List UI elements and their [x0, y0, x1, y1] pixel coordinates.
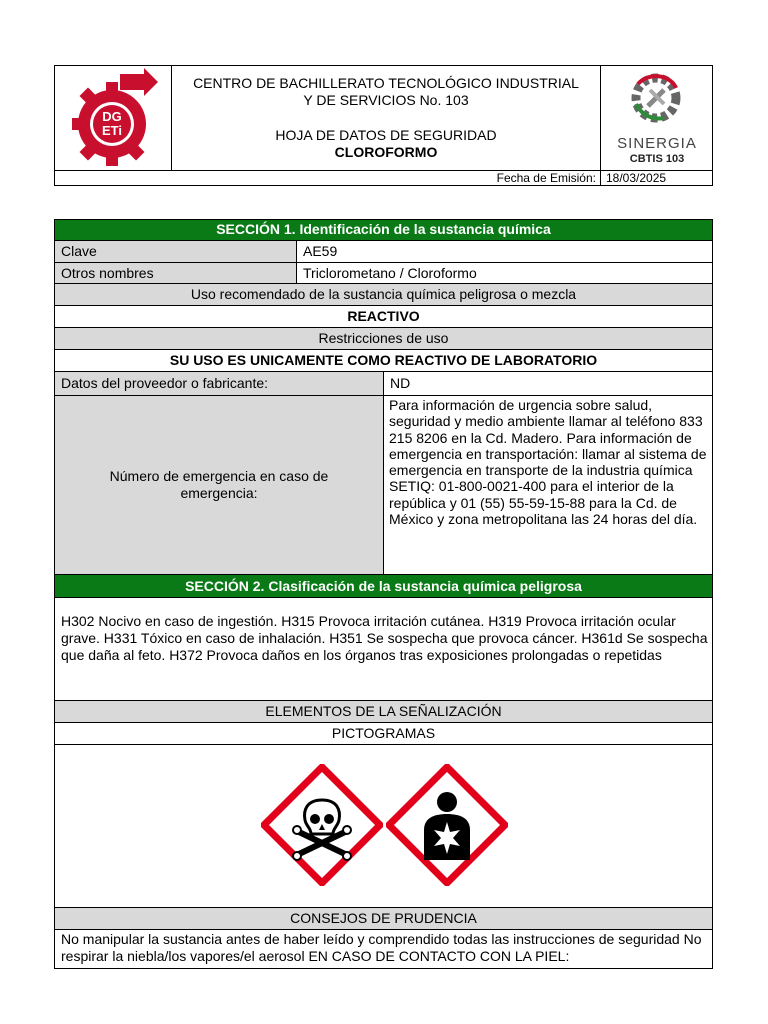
pictogram-health-hazard [386, 764, 508, 886]
other-names-value: Triclorometano / Cloroformo [303, 265, 477, 281]
health-hazard-icon [386, 764, 508, 886]
precautionary-advice-label: CONSEJOS DE PRUDENCIA [55, 908, 712, 929]
emergency-number-value: Para información de urgencia sobre salud, seguridad y medio ambiente llamar al teléfono 833 215 8206 en la Cd. Madero. Para información de emergencia en transportación: llamar al sistema de emergencia en transporte de la industria química SETIQ: 01-800-0021-400 para el interior de la república y 01 (55) 55-59-15-88 para la Cd. de México y zona metropolitana las 24 horas del día. [389, 397, 707, 528]
dgeti-logo [72, 68, 158, 168]
section1-title: SECCIÓN 1. Identificación de la sustancia química [55, 220, 712, 240]
section2-title: SECCIÓN 2. Clasificación de la sustancia química peligrosa [55, 575, 712, 597]
school-name-line2: Y DE SERVICIOS No. 103 [303, 92, 469, 108]
signaling-elements-label: ELEMENTOS DE LA SEÑALIZACIÓN [55, 701, 712, 722]
dgeti-logo-text-top: DG [102, 109, 122, 124]
hazard-statements: H302 Nocivo en caso de ingestión. H315 Provoca irritación cutánea. H319 Provoca irritación ocular grave. H331 Tóxico en caso de inhalación. H351 Se sospecha que provoca cáncer. H361d Se sospecha que daña al feto. H372 Provoca daños en los órganos tras exposiciones prolongadas o repetidas [61, 613, 708, 663]
dgeti-logo-text-bottom: ETi [102, 123, 122, 138]
use-restrictions-value: SU USO ES UNICAMENTE COMO REACTIVO DE LABORATORIO [169, 352, 598, 368]
pictogram-skull [261, 764, 383, 886]
document-title [172, 127, 600, 161]
school-name [172, 75, 600, 109]
recommended-use-value: REACTIVO [347, 308, 420, 324]
precautionary-advice-text: No manipular la sustancia antes de haber leído y comprendido todas las instrucciones de seguridad No respirar la niebla/los vapores/el aerosol EN CASO DE CONTACTO CON LA PIEL: [61, 931, 702, 964]
sinergia-logo-text: SINERGIA [617, 135, 697, 152]
skull-crossbones-icon [261, 764, 383, 886]
emergency-number-label: Número de emergencia en caso de emergencia: [109, 468, 329, 501]
doc-title: HOJA DE DATOS DE SEGURIDAD [275, 127, 497, 143]
other-names-label: Otros nombres [55, 263, 296, 283]
clave-value: AE59 [303, 243, 338, 259]
issue-date-label: Fecha de Emisión: [496, 171, 596, 185]
supplier-label: Datos del proveedor o fabricante: [55, 372, 383, 395]
sinergia-logo-subtext: CBTIS 103 [629, 153, 685, 165]
sinergia-logo [606, 68, 708, 168]
recommended-use-label: Uso recomendado de la sustancia química peligrosa o mezcla [55, 284, 712, 305]
issue-date-value: 18/03/2025 [606, 171, 667, 185]
supplier-value: ND [390, 375, 411, 391]
pictograms-label: PICTOGRAMAS [331, 725, 436, 741]
substance-name: CLOROFORMO [334, 144, 438, 160]
clave-label: Clave [55, 241, 296, 262]
school-name-line1: CENTRO DE BACHILLERATO TECNOLÓGICO INDUSTRIAL [193, 75, 579, 91]
use-restrictions-label: Restricciones de uso [55, 328, 712, 349]
